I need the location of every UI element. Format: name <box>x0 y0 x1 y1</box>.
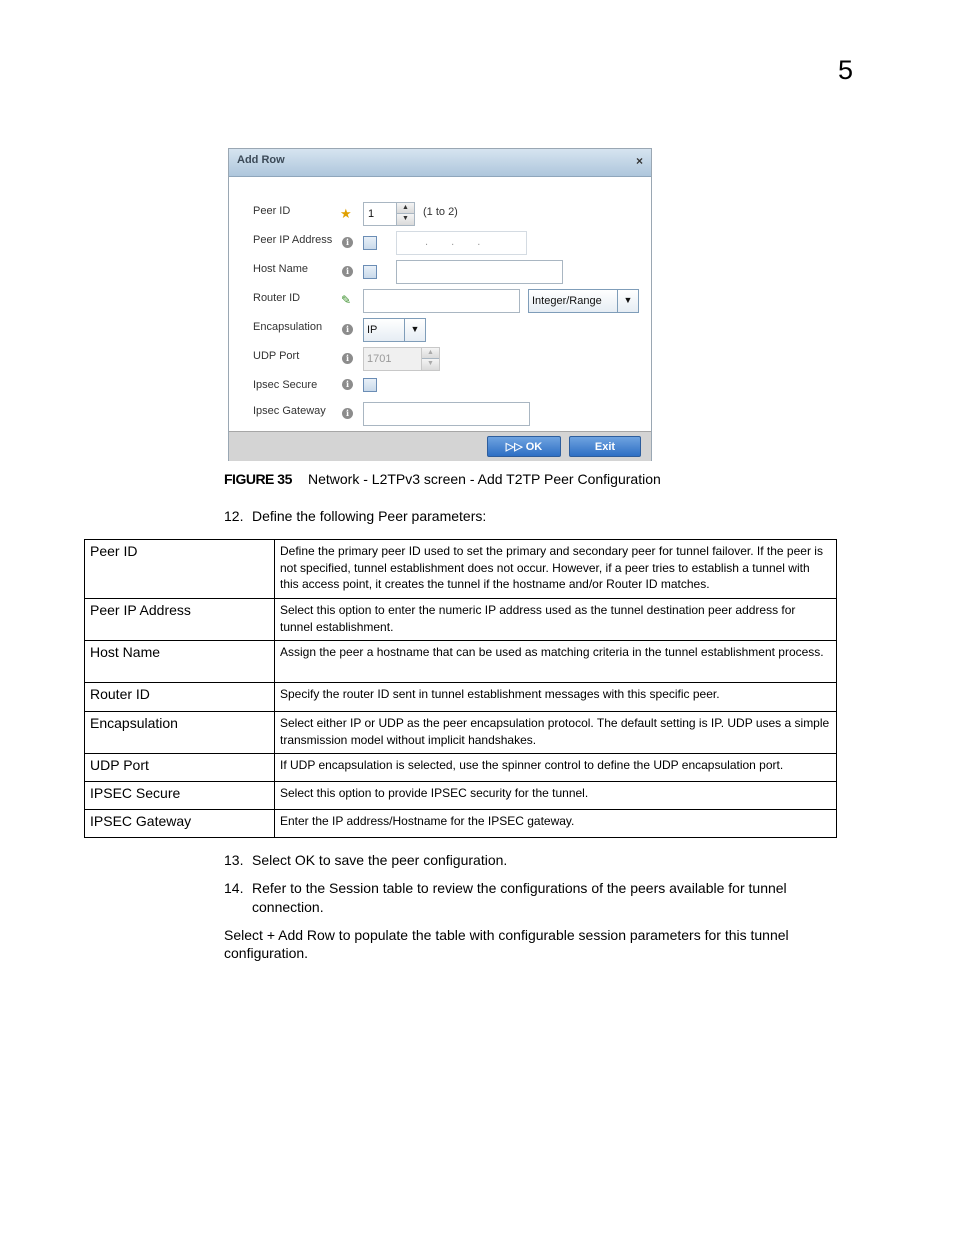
parameter-description: If UDP encapsulation is selected, use the spinner control to define the UDP encapsulation port. <box>275 754 837 782</box>
chevron-down-icon[interactable]: ▼ <box>617 290 638 312</box>
close-icon[interactable]: × <box>635 154 643 168</box>
step-12 <box>224 507 844 526</box>
step-keyword: Peer <box>378 508 408 524</box>
final-text-line2: configuration. <box>224 945 309 961</box>
figure-caption <box>224 471 661 487</box>
router-id-type-select[interactable] <box>528 289 639 313</box>
info-icon: i <box>342 379 353 390</box>
parameter-name: Peer ID <box>85 540 275 599</box>
parameter-name: IPSEC Secure <box>85 782 275 810</box>
table-row <box>85 540 837 599</box>
chapter-number: 5 <box>838 55 854 85</box>
parameter-name: Peer IP Address <box>85 599 275 641</box>
step-text-post: table to review the configurations of the peers available for tunnel <box>378 880 787 896</box>
parameter-name: Encapsulation <box>85 712 275 754</box>
encapsulation-value: IP <box>367 324 378 336</box>
peer-parameters-table <box>84 539 837 838</box>
chevron-down-icon[interactable]: ▼ <box>404 319 425 341</box>
info-icon: i <box>342 266 353 277</box>
host-name-input[interactable] <box>396 260 563 284</box>
parameter-description: Define the primary peer ID used to set the primary and secondary peer for tunnel failover. If the peer is not specified, tunnel establishment does not occur. However, if a peer tries to establish a tunnel with this access point, it creates the tunnel if the hostname and/or Router ID matches. <box>275 540 837 599</box>
ok-button-label: OK <box>525 441 543 453</box>
spin-down-icon[interactable]: ▼ <box>422 359 439 370</box>
step-text-pre: Select <box>252 852 295 868</box>
step-text <box>252 851 507 870</box>
ipsec-secure-label: Ipsec Secure <box>253 379 318 391</box>
final-text-post: to populate the table with configurable session parameters for this tunnel <box>334 927 789 943</box>
udp-port-spinner[interactable] <box>363 347 440 371</box>
table-row <box>85 599 837 641</box>
info-icon: i <box>342 237 353 248</box>
table-row <box>85 754 837 782</box>
udp-port-label: UDP Port <box>253 350 300 362</box>
step-text-line2: connection. <box>252 899 324 915</box>
step-text-post: parameters: <box>407 508 487 524</box>
table-row <box>85 683 837 712</box>
parameter-description: Enter the IP address/Hostname for the IPSEC gateway. <box>275 810 837 838</box>
exit-button[interactable] <box>569 436 641 457</box>
info-icon: i <box>342 353 353 364</box>
spin-down-icon[interactable]: ▼ <box>397 214 414 225</box>
parameter-name: UDP Port <box>85 754 275 782</box>
add-row-dialog <box>228 148 652 461</box>
step-number: 12. <box>224 508 244 524</box>
step-text-post: to save the peer configuration. <box>315 852 508 868</box>
peer-id-spin-buttons[interactable] <box>396 203 414 225</box>
parameter-description: Select either IP or UDP as the peer encapsulation protocol. The default setting is IP. UDP uses a simple transmission model without implicit handshakes. <box>275 712 837 754</box>
peer-ip-address-input[interactable] <box>396 231 527 255</box>
peer-ip-address-label: Peer IP Address <box>253 234 333 246</box>
table-row <box>85 641 837 683</box>
udp-port-value: 1701 <box>367 353 392 365</box>
router-id-input[interactable] <box>363 289 520 313</box>
table-row <box>85 712 837 754</box>
ipsec-gateway-input[interactable] <box>363 402 530 426</box>
step-13 <box>224 851 844 870</box>
figure-number: FIGURE 35 <box>224 471 292 487</box>
final-text-pre: Select <box>224 927 267 943</box>
peer-ip-placeholder: . . . <box>425 236 491 248</box>
dialog-footer <box>229 431 651 461</box>
dialog-title-bar <box>229 149 651 177</box>
parameter-description: Specify the router ID sent in tunnel establishment messages with this specific peer. <box>275 683 837 712</box>
udp-port-spin-buttons[interactable] <box>421 348 439 370</box>
peer-id-range-hint: (1 to 2) <box>423 206 458 218</box>
parameter-description: Select this option to provide IPSEC security for the tunnel. <box>275 782 837 810</box>
pencil-icon: ✎ <box>341 293 352 307</box>
host-name-checkbox[interactable] <box>363 265 377 279</box>
figure-caption-text: Network - L2TPv3 screen - Add T2TP Peer Configuration <box>308 471 661 487</box>
step-number: 14. <box>224 880 244 896</box>
ok-button[interactable] <box>487 436 561 457</box>
peer-id-label: Peer ID <box>253 205 291 217</box>
table-row <box>85 782 837 810</box>
router-id-type-value: Integer/Range <box>532 295 602 307</box>
ipsec-secure-checkbox[interactable] <box>363 378 377 392</box>
table-row <box>85 810 837 838</box>
peer-ip-address-checkbox[interactable] <box>363 236 377 250</box>
step-keyword: Session <box>329 880 379 896</box>
step-14 <box>224 879 844 919</box>
step-text-pre: Refer to the <box>252 880 330 896</box>
encapsulation-label: Encapsulation <box>253 321 323 333</box>
step-number: 13. <box>224 852 244 868</box>
step-keyword: OK <box>294 852 316 868</box>
parameter-description: Select this option to enter the numeric IP address used as the tunnel destination peer address for tunnel establishment. <box>275 599 837 641</box>
final-text <box>224 926 789 945</box>
parameter-description: Assign the peer a hostname that can be used as matching criteria in the tunnel establishment process. <box>275 641 837 683</box>
parameter-name: Host Name <box>85 641 275 683</box>
ipsec-gateway-label: Ipsec Gateway <box>253 405 326 417</box>
step-text <box>252 879 787 898</box>
spin-up-icon[interactable]: ▲ <box>422 348 439 359</box>
final-paragraph <box>224 926 844 966</box>
final-keyword: + Add Row <box>266 927 335 943</box>
encapsulation-select[interactable] <box>363 318 426 342</box>
peer-id-value: 1 <box>368 208 375 220</box>
info-icon: i <box>342 408 353 419</box>
step-text-pre: Define the following <box>252 508 379 524</box>
dialog-title: Add Row <box>237 154 285 166</box>
ok-arrow-icon: ▷▷ <box>505 441 526 453</box>
spin-up-icon[interactable]: ▲ <box>397 203 414 214</box>
parameter-name: IPSEC Gateway <box>85 810 275 838</box>
peer-id-spinner[interactable] <box>363 202 415 226</box>
step-text <box>252 507 486 526</box>
mandatory-star-icon: ★ <box>340 206 352 221</box>
exit-button-label: Exit <box>594 441 616 453</box>
host-name-label: Host Name <box>253 263 309 275</box>
parameter-name: Router ID <box>85 683 275 712</box>
router-id-label: Router ID <box>253 292 301 304</box>
info-icon: i <box>342 324 353 335</box>
